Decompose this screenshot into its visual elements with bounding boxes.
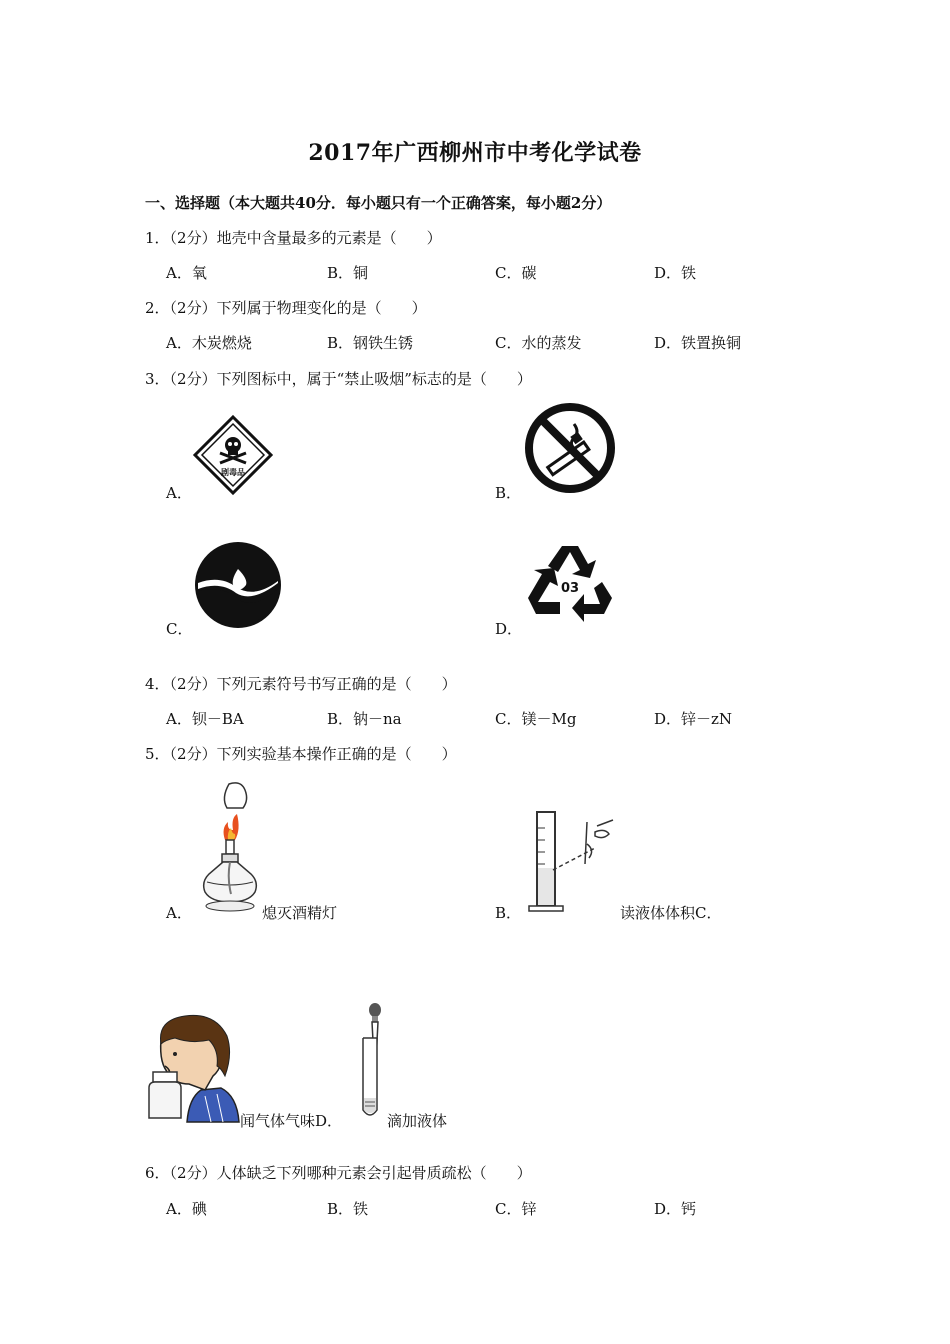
question-4-option-c: C．镁－Mg (495, 710, 577, 728)
question-6-option-b: B．铁 (327, 1200, 369, 1218)
question-6-option-d: D．钙 (654, 1200, 697, 1218)
question-2-stem: 2．（2分）下列属于物理变化的是（ ） (145, 299, 427, 317)
recycle-icon (524, 538, 616, 626)
question-4-stem: 4．（2分）下列元素符号书写正确的是（ ） (145, 675, 457, 693)
question-5-stem: 5．（2分）下列实验基本操作正确的是（ ） (145, 745, 457, 763)
poison-hazard-icon (193, 415, 273, 495)
question-5-option-b: B． (495, 904, 522, 922)
question-5-option-c-caption: 闻气体气味D． (240, 1112, 343, 1130)
question-5-option-a-caption: 熄灭酒精灯 (262, 904, 338, 922)
question-5-option-b-caption: 读液体体积C． (620, 904, 722, 922)
question-3-stem: 3．（2分）下列图标中，属于“禁止吸烟”标志的是（ ） (145, 370, 532, 388)
alcohol-lamp-icon (195, 778, 265, 914)
no-smoking-icon (524, 402, 616, 494)
recycle-code: 03 (560, 581, 580, 596)
question-5-option-a: A． (166, 904, 192, 922)
question-6-option-a: A．碘 (166, 1200, 207, 1218)
question-2-option-a: A．木炭燃烧 (166, 334, 252, 352)
question-3-option-c: C． (166, 620, 193, 638)
poison-label: 剧毒品 (221, 468, 245, 477)
question-2-option-b: B．钢铁生锈 (327, 334, 414, 352)
section-heading: 一、选择题（本大题共40分．每小题只有一个正确答案，每小题2分） (145, 194, 612, 212)
paper-title: 2017年广西柳州市中考化学试卷 (308, 140, 642, 166)
graduated-cylinder-reading-icon (525, 808, 625, 914)
question-3-option-b: B． (495, 484, 522, 502)
question-1-stem: 1．（2分）地壳中含量最多的元素是（ ） (145, 229, 442, 247)
question-3-option-d: D． (495, 620, 523, 638)
question-2-option-c: C．水的蒸发 (495, 334, 582, 352)
question-4-option-a: A．钡－BA (166, 710, 244, 728)
water-saving-icon (194, 541, 282, 629)
question-4-option-b: B．钠－na (327, 710, 402, 728)
question-1-option-d: D．铁 (654, 264, 697, 282)
smelling-gas-illustration (145, 1010, 239, 1122)
question-6-stem: 6．（2分）人体缺乏下列哪种元素会引起骨质疏松（ ） (145, 1164, 532, 1182)
question-4-option-d: D．锌－zN (654, 710, 733, 728)
question-6-option-c: C．锌 (495, 1200, 537, 1218)
question-1-option-b: B．铜 (327, 264, 369, 282)
question-1-option-c: C．碳 (495, 264, 537, 282)
dropper-test-tube-icon (355, 1002, 389, 1122)
question-3-option-a: A． (166, 484, 192, 502)
question-2-option-d: D．铁置换铜 (654, 334, 742, 352)
question-5-option-d-caption: 滴加液体 (387, 1112, 448, 1130)
question-1-option-a: A．氧 (166, 264, 207, 282)
